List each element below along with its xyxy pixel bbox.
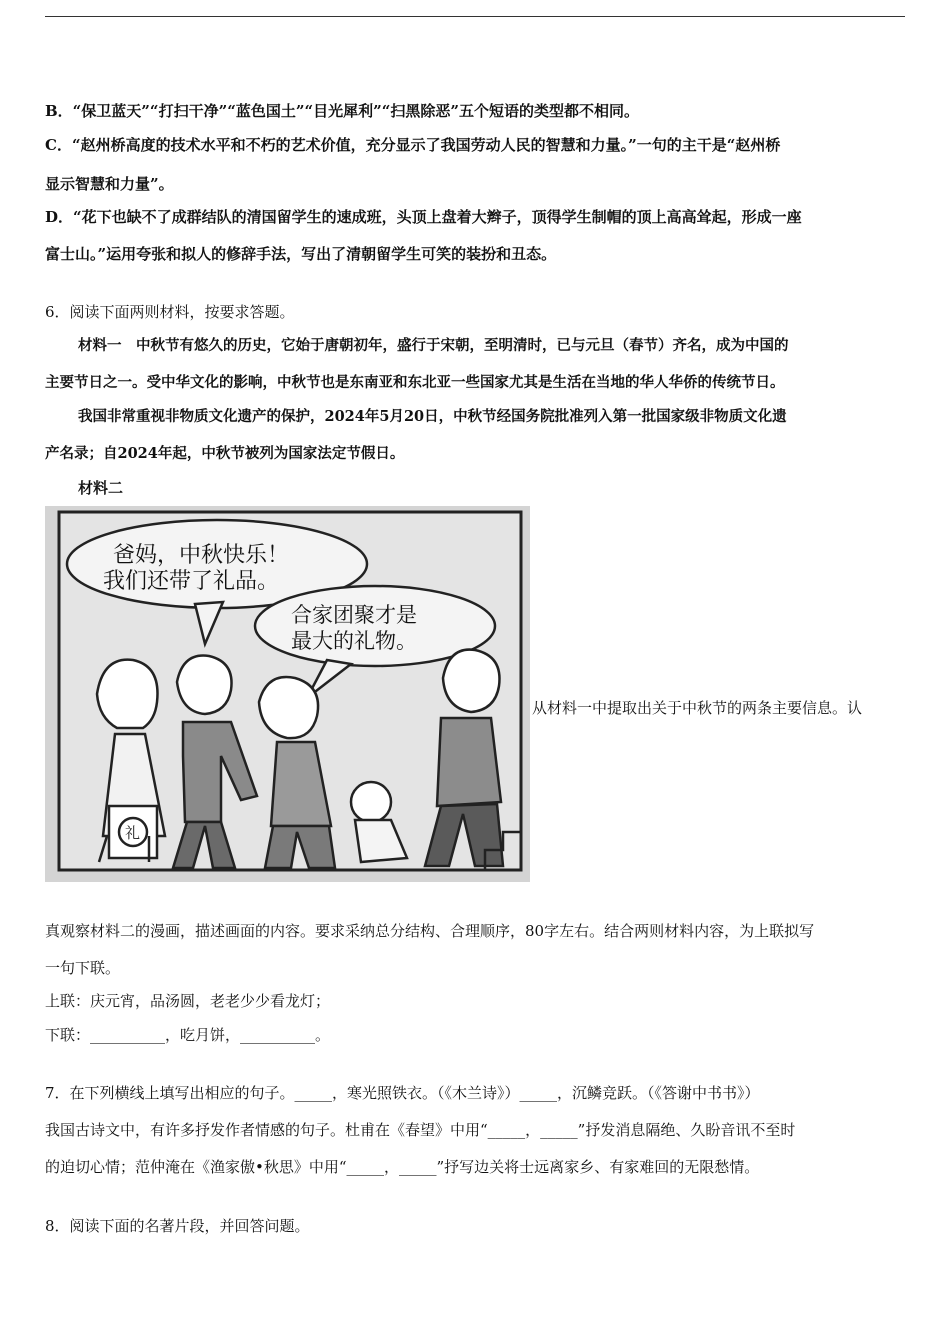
task-line3: 一句下联。: [45, 959, 121, 977]
bubble2-line2: 最大的礼物。: [291, 629, 417, 653]
question-7-line1: 7．在下列横线上填写出相应的句子。_____，寒光照铁衣。（《木兰诗》）_____，沉鳞竞跃。（《答谢中书书》）: [45, 1084, 760, 1102]
upper-couplet: 上联：庆元宵，品汤圆，老老少少看龙灯；: [45, 992, 331, 1010]
option-c-line2: 显示智慧和力量”。: [45, 175, 174, 193]
option-c-line1: C．“赵州桥高度的技术水平和不朽的艺术价值，充分显示了我国劳动人民的智慧和力量。”一句的主干是“赵州桥: [45, 136, 781, 154]
task-line1: 从材料一中提取出关于中秋节的两条主要信息。认: [532, 699, 863, 717]
bubble1-line2: 我们还带了礼品。: [103, 569, 280, 594]
cartoon-image: [45, 506, 530, 882]
lower-couplet: 下联：__________，吃月饼，__________。: [45, 1026, 331, 1044]
header-rule: [45, 16, 905, 17]
question-8-title: 8．阅读下面的名著片段，并回答问题。: [45, 1217, 310, 1235]
material-one-line2: 主要节日之一。受中华文化的影响，中秋节也是东南亚和东北亚一些国家尤其是生活在当地的华人华侨的传统节日。: [45, 374, 785, 391]
material-one-line1: 材料一 中秋节有悠久的历史，它始于唐朝初年，盛行于宋朝，至明清时，已与元旦（春节）齐名，成为中国的: [78, 337, 789, 354]
material-two-label: 材料二: [78, 479, 124, 497]
option-d-line1: D．“花下也缺不了成群结队的清国留学生的速成班，头顶上盘着大辫子，顶得学生制帽的顶上高高耸起，形成一座: [45, 208, 802, 226]
option-d-line2: 富士山。”运用夸张和拟人的修辞手法，写出了清朝留学生可笑的装扮和丑态。: [45, 245, 557, 263]
question-6-title: 6．阅读下面两则材料，按要求答题。: [45, 303, 295, 321]
bubble2-line1: 合家团聚才是: [291, 603, 417, 627]
material-one-line3: 我国非常重视非物质文化遗产的保护，2024年5月20日，中秋节经国务院批准列入第一批国家级非物质文化遗: [78, 408, 787, 425]
material-one-line4: 产名录；自2024年起，中秋节被列为国家法定节假日。: [45, 445, 405, 462]
question-7-line3: 的迫切心情；范仲淹在《渔家傲•秋思》中用“_____，_____”抒写边关将士远离家乡、有家难回的无限愁情。: [45, 1158, 760, 1176]
option-b: B．“保卫蓝天”“打扫干净”“蓝色国土”“目光犀利”“扫黑除恶”五个短语的类型都不相同。: [45, 102, 639, 120]
task-line2: 真观察材料二的漫画，描述画面的内容。要求采纳总分结构、合理顺序，80字左右。结合两则材料内容，为上联拟写: [45, 922, 815, 940]
question-7-line2: 我国古诗文中，有许多抒发作者情感的句子。杜甫在《春望》中用“_____，_____”抒发消息隔绝、久盼音讯不至时: [45, 1121, 796, 1139]
bubble1-line1: 爸妈，中秋快乐！: [113, 543, 290, 568]
gift-bag-label: 礼: [125, 824, 141, 842]
